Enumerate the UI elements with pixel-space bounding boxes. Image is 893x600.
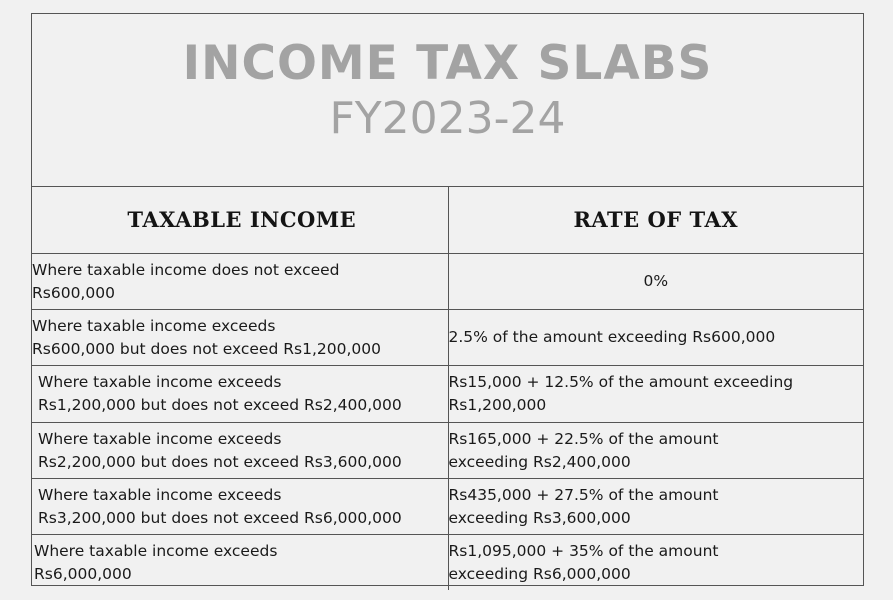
rate-line: Rs15,000 + 12.5% of the amount exceeding <box>448 373 794 391</box>
table-row <box>32 366 863 423</box>
rate-line: Rs1,095,000 + 35% of the amount <box>448 541 719 560</box>
income-line: Rs2,200,000 but does not exceed Rs3,600,000 <box>38 452 402 471</box>
taxable-income-cell <box>32 310 448 366</box>
rate-line: exceeding Rs6,000,000 <box>448 564 631 583</box>
rate-line: exceeding Rs3,600,000 <box>448 508 631 527</box>
table-row <box>32 423 863 479</box>
tax-rate-cell <box>448 310 863 366</box>
tax-rate-cell <box>448 366 863 423</box>
title-block <box>32 14 863 187</box>
table-row <box>32 310 863 366</box>
taxable-income-cell <box>32 366 448 423</box>
table-header-row <box>32 186 863 254</box>
tax-slab-card <box>31 13 864 586</box>
page-title: INCOME TAX SLABS <box>182 36 713 91</box>
income-line: Rs6,000,000 <box>34 564 132 583</box>
rate-line: Rs435,000 + 27.5% of the amount <box>448 485 719 504</box>
tax-rate-cell <box>448 423 863 479</box>
rate-line: Rs165,000 + 22.5% of the amount <box>448 429 719 448</box>
income-line: Where taxable income exceeds <box>38 429 282 448</box>
income-line: Rs600,000 <box>32 283 115 302</box>
rate-line: exceeding Rs2,400,000 <box>448 452 631 471</box>
income-line: Where taxable income does not exceed <box>32 260 340 279</box>
table-row <box>32 254 863 310</box>
tax-rate-cell <box>448 254 863 310</box>
column-header-taxable-income: TAXABLE INCOME <box>32 186 448 254</box>
taxable-income-cell <box>32 479 448 535</box>
rate-line: 0% <box>643 272 669 290</box>
income-line: Where taxable income exceeds <box>34 541 278 560</box>
column-header-rate-of-tax: RATE OF TAX <box>448 186 863 254</box>
table-row <box>32 535 863 591</box>
tax-slab-table <box>32 186 863 590</box>
taxable-income-cell <box>32 254 448 310</box>
fiscal-year-subtitle: FY2023-24 <box>329 93 566 144</box>
table-row <box>32 479 863 535</box>
taxable-income-cell <box>32 535 448 591</box>
tax-rate-cell <box>448 535 863 591</box>
income-line: Where taxable income exceeds <box>38 373 282 391</box>
income-line: Where taxable income exceeds <box>32 316 276 335</box>
tax-rate-cell <box>448 479 863 535</box>
taxable-income-cell <box>32 423 448 479</box>
income-line: Rs600,000 but does not exceed Rs1,200,000 <box>32 339 381 358</box>
rate-line: 2.5% of the amount exceeding Rs600,000 <box>448 328 776 346</box>
income-line: Rs1,200,000 but does not exceed Rs2,400,000 <box>38 396 402 414</box>
income-line: Where taxable income exceeds <box>38 485 282 504</box>
rate-line: Rs1,200,000 <box>448 396 547 414</box>
income-line: Rs3,200,000 but does not exceed Rs6,000,000 <box>38 508 402 527</box>
